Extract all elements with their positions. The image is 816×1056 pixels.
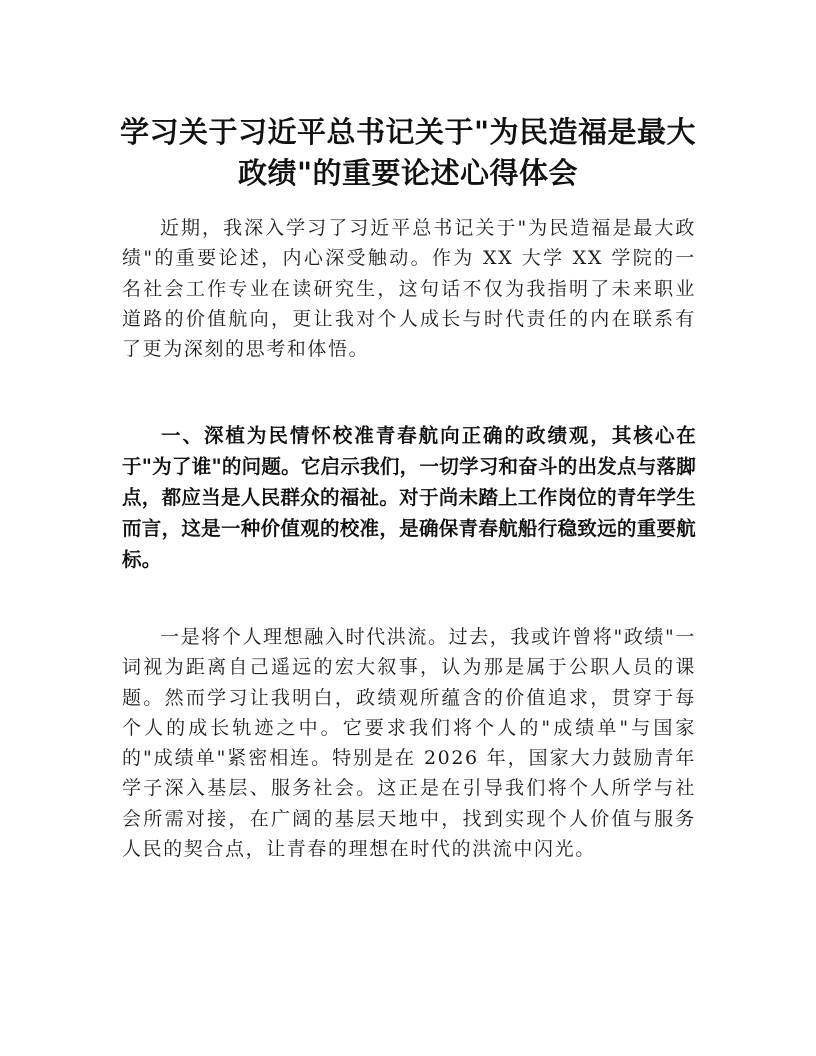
document-title: 学习关于习近平总书记关于"为民造福是最大政绩"的重要论述心得体会 [119, 115, 697, 190]
intro-paragraph: 近期，我深入学习了习近平总书记关于"为民造福是最大政绩"的重要论述，内心深受触动。作为 XX 大学 XX 学院的一名社会工作专业在读研究生，这句话不仅为我指明了未来职业道路的价值航向，更让我对个人成长与时代责任的内在联系有了更为深刻的思考和体悟。 [122, 217, 696, 361]
point-one-paragraph: 一是将个人理想融入时代洪流。过去，我或许曾将"政绩"一词视为距离自己遥远的宏大叙事，认为那是属于公职人员的课题。然而学习让我明白，政绩观所蕴含的价值追求，贯穿于每个人的成长轨迹之中。它要求我们将个人的"成绩单"与国家的"成绩单"紧密相连。特别是在 2026 年，国家大力鼓励青年学子深入基层、服务社会。这正是在引导我们将个人所学与社会所需对接，在广阔的基层天地中，找到实现个人价值与服务人民的契合点，让青春的理想在时代的洪流中闪光。 [122, 626, 696, 861]
section-one-heading-paragraph: 一、深植为民情怀校准青春航向正确的政绩观，其核心在于"为了谁"的问题。它启示我们，一切学习和奋斗的出发点与落脚点，都应当是人民群众的福祉。对于尚未踏上工作岗位的青年学生而言，这是一种价值观的校准，是确保青春航船行稳致远的重要航标。 [122, 424, 696, 571]
